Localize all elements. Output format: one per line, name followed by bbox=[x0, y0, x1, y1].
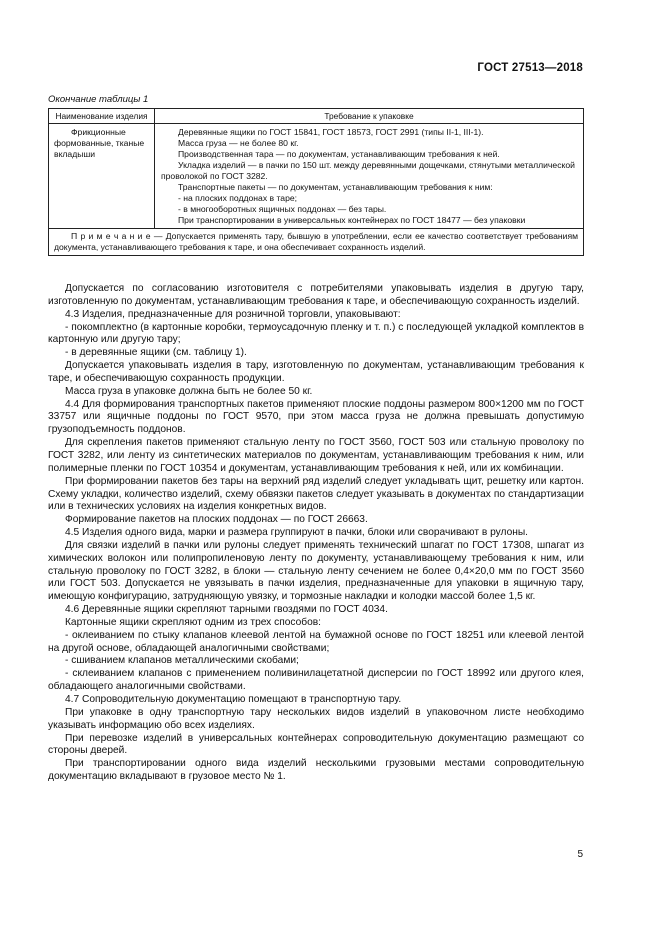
table-note-row bbox=[49, 229, 584, 256]
paragraph: 4.3 Изделия, предназначенные для розничной торговли, упаковывают: bbox=[65, 308, 401, 320]
requirement-line: Масса груза — не более 80 кг. bbox=[178, 138, 299, 148]
paragraph: - покомплектно (в картонные коробки, термоусадочную пленку и т. п.) с последующей укладкой комплектов в картонную или другую тару; bbox=[48, 321, 584, 346]
column-header-requirement: Требование к упаковке bbox=[155, 109, 584, 124]
note-label: П р и м е ч а н и е bbox=[71, 231, 151, 241]
requirements-table bbox=[48, 108, 584, 256]
paragraph: При перевозке изделий в универсальных контейнерах сопроводительную документацию размещают со стороны дверей. bbox=[48, 732, 584, 757]
paragraph: - сшиванием клапанов металлическими скобами; bbox=[65, 655, 299, 667]
paragraph: - оклеиванием по стыку клапанов клеевой лентой на бумажной основе по ГОСТ 18251 или клеевой лентой на другой основе, обладающей аналогичными свойствами; bbox=[48, 629, 584, 654]
paragraph: Допускается упаковывать изделия в тару, изготовленную по документам, устанавливающим требования к таре, и обеспечивающую сохранность продукции. bbox=[48, 360, 584, 384]
requirement-cell bbox=[155, 124, 584, 229]
note-text: — Допускается применять тару, бывшую в употреблении, если ее качество соответствует требованиям документа, устанавливающего требования к таре, и она обеспечивает сохранность изделий. bbox=[54, 231, 578, 252]
requirement-line: При транспортировании в универсальных контейнерах по ГОСТ 18477 — без упаковки bbox=[178, 215, 526, 225]
paragraph: При формировании пакетов без тары на верхний ряд изделий следует укладывать щит, решетку или картон. Схему укладки, количество изделий, схему обвязки пакетов следует указывать в документах по стандартизации или в технических условиях на изделия конкретных видов. bbox=[48, 475, 584, 513]
product-name-cell: Фрикционные формованные, тканые вкладыши bbox=[49, 124, 155, 229]
paragraph: Картонные ящики скрепляют одним из трех способов: bbox=[65, 616, 321, 628]
paragraph: Для связки изделий в пачки или рулоны следует применять технический шпагат по ГОСТ 17308, шпагат из химических волокон или полипропиленовую ленту по документу, устанавливающему требования к ним, или стальную проволоку по ГОСТ 3282, в блоки — стальную ленту сечением не более 0,4×20,0 мм по ГОСТ 3560 или ГОСТ 503. Допускается не увязывать в пачки изделия, предназначенные для упаковки в ящичную тару, имеющую конфигурацию, затрудняющую увязку, и тормозные накладки и колодки массой более 1,5 кг. bbox=[48, 539, 584, 603]
paragraph: 4.5 Изделия одного вида, марки и размера группируют в пачки, блоки или сворачивают в рулоны. bbox=[65, 527, 529, 539]
body-text bbox=[48, 283, 584, 784]
requirement-line: Укладка изделий — в пачки по 150 шт. между деревянными дощечками, стянутыми металлической проволокой по ГОСТ 3282. bbox=[161, 160, 575, 181]
paragraph: При упаковке в одну транспортную тару нескольких видов изделий в упаковочном листе необходимо указывать информацию обо всех изделиях. bbox=[48, 706, 584, 731]
column-header-product: Наименование изделия bbox=[49, 109, 155, 124]
requirement-line: - на плоских поддонах в таре; bbox=[178, 193, 298, 203]
paragraph: 4.7 Сопроводительную документацию помещают в транспортную тару. bbox=[65, 694, 402, 705]
requirement-line: - в многооборотных ящичных поддонах — без тары. bbox=[178, 204, 387, 214]
table-note bbox=[49, 229, 584, 256]
paragraph: Масса груза в упаковке должна быть не более 50 кг. bbox=[65, 385, 313, 397]
paragraph: - в деревянные ящики (см. таблицу 1). bbox=[65, 347, 247, 359]
paragraph: Допускается по согласованию изготовителя с потребителями упаковывать изделия в другую тару, изготовленную по документам, устанавливающим требования к таре, и обеспечивающую сохранность изделий. bbox=[48, 283, 584, 307]
page-number: 5 bbox=[577, 849, 583, 860]
table-caption: Окончание таблицы 1 bbox=[48, 94, 149, 105]
standard-number: ГОСТ 27513—2018 bbox=[477, 62, 583, 74]
requirement-line: Транспортные пакеты — по документам, устанавливающим требования к ним: bbox=[178, 182, 493, 192]
requirement-line: Деревянные ящики по ГОСТ 15841, ГОСТ 18573, ГОСТ 2991 (типы II-1, III-1). bbox=[178, 127, 484, 137]
paragraph: Для скрепления пакетов применяют стальную ленту по ГОСТ 3560, ГОСТ 503 или стальную проволоку по ГОСТ 3282, или ленту из синтетических материалов по документам, устанавливающим требования к ним, или полимерные пленки по ГОСТ 10354 и документам, устанавливающим требования к ней, или их комбинации. bbox=[48, 437, 584, 474]
requirement-line: Производственная тара — по документам, устанавливающим требования к ней. bbox=[178, 149, 500, 159]
table-row bbox=[49, 124, 584, 229]
paragraph: Формирование пакетов на плоских поддонах — по ГОСТ 26663. bbox=[65, 514, 368, 526]
paragraph: 4.4 Для формирования транспортных пакетов применяют плоские поддоны размером 800×1200 мм по ГОСТ 33757 или ящичные поддоны по ГОСТ 9570, при этом масса груза не должна превышать допустимую грузоподъемность поддонов. bbox=[48, 398, 584, 436]
paragraph: 4.6 Деревянные ящики скрепляют тарными гвоздями по ГОСТ 4034. bbox=[65, 604, 388, 616]
table-header-row bbox=[49, 109, 584, 124]
paragraph: При транспортировании одного вида изделий несколькими грузовыми местами сопроводительную документацию вкладывают в грузовое место № 1. bbox=[48, 758, 584, 783]
paragraph: - склеиванием клапанов с применением поливинилацетатной дисперсии по ГОСТ 18992 или другого клея, обладающего аналогичными свойствами. bbox=[48, 668, 584, 693]
